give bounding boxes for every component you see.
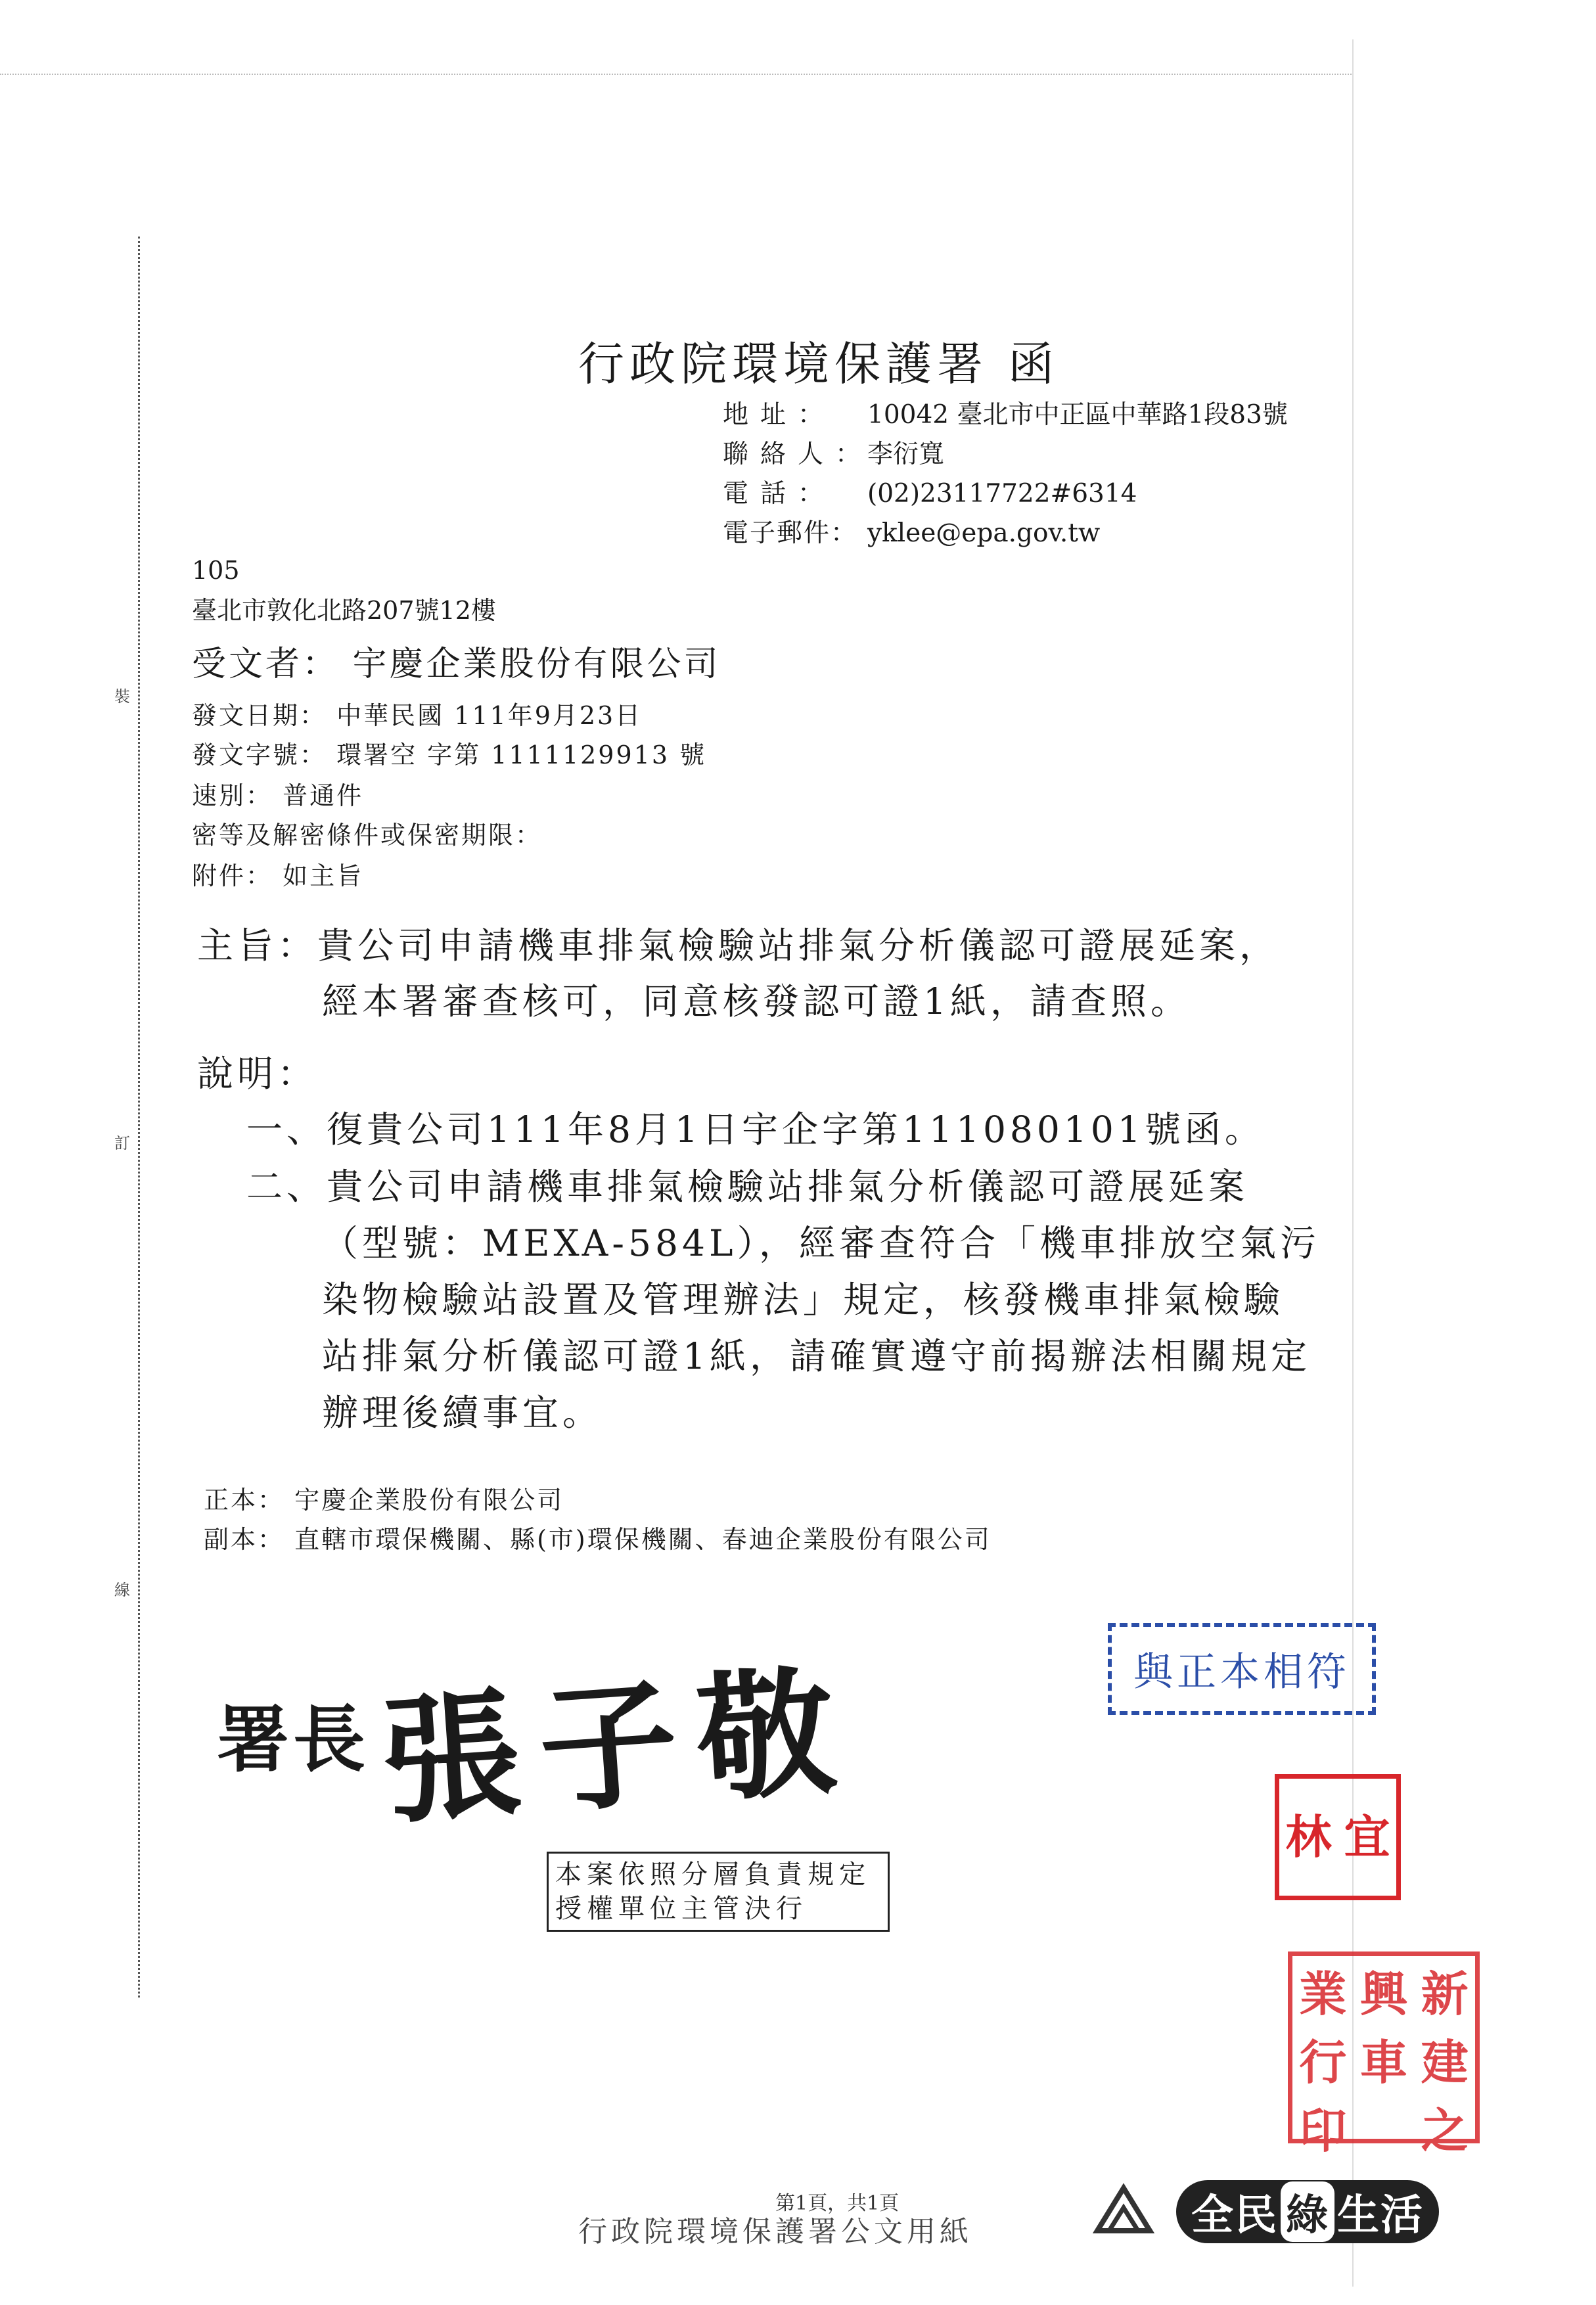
contact-person — [723, 434, 944, 470]
seal-large-char: 印 — [1299, 2103, 1347, 2158]
binding-line — [138, 237, 140, 1997]
contact-phone — [723, 473, 1137, 510]
binding-mark-zhuang: 裝 — [114, 687, 130, 706]
signature-title: 署長 — [217, 1697, 369, 1782]
explanation-heading: 說明： — [197, 1053, 318, 1095]
explanation-item-2-line-5: 辦理後續事宜。 — [322, 1392, 603, 1434]
postal-code: 105 — [192, 556, 240, 585]
seal-large-char: 新 — [1421, 1966, 1469, 2022]
issue-number: 發文字號： 環署空 字第 1111129913 號 — [192, 741, 707, 769]
red-seal-small — [1275, 1774, 1401, 1900]
mountain-logo-icon — [1091, 2175, 1156, 2241]
page-indicator: 第1頁，共1頁 — [775, 2192, 900, 2215]
paper-footer: 行政院環境保護署公文用紙 — [578, 2215, 972, 2248]
delivery-speed: 速別： 普通件 — [192, 781, 364, 810]
seal-small-char: 宜 — [1344, 1810, 1390, 1864]
recipient-name: 受文者： 宇慶企業股份有限公司 — [192, 645, 721, 684]
certified-copy-stamp: 與正本相符 — [1108, 1623, 1376, 1715]
seal-large-char: 興 — [1359, 1966, 1407, 2022]
binding-mark-xian: 線 — [114, 1581, 130, 1599]
explanation-item-2-line-1: 二、貴公司申請機車排氣檢驗站排氣分析儀認可證展延案 — [246, 1166, 1249, 1208]
authorization-line-2: 授權單位主管決行 — [555, 1894, 808, 1924]
brand-badge — [1176, 2180, 1439, 2243]
binding-mark-ding: 訂 — [114, 1134, 130, 1152]
contact-email — [723, 513, 1100, 549]
signature-name: 張子敬 — [376, 1649, 860, 1844]
attachment: 附件： 如主旨 — [192, 861, 364, 890]
secrecy-level: 密等及解密條件或保密期限： — [192, 821, 543, 850]
seal-large-char: 建 — [1421, 2034, 1469, 2090]
seal-large-char: 之 — [1421, 2103, 1469, 2158]
top-border-rule — [0, 74, 1354, 75]
explanation-item-1: 一、復貴公司111年8月1日宇企字第111080101號函。 — [246, 1108, 1265, 1151]
brand-text-2: 綠 — [1281, 2181, 1334, 2242]
seal-large-char: 行 — [1299, 2034, 1347, 2090]
document-title: 行政院環境保護署 函 — [578, 337, 1060, 391]
right-border-rule — [1352, 39, 1354, 2287]
issue-date: 發文日期： 中華民國 111年9月23日 — [192, 701, 643, 730]
contact-phone-value: (02)23117722#6314 — [867, 479, 1137, 509]
explanation-item-2-line-4: 站排氣分析儀認可證1紙，請確實遵守前揭辦法相關規定 — [322, 1335, 1311, 1377]
brand-text-1: 全民 — [1191, 2191, 1278, 2240]
authorization-box — [547, 1852, 890, 1932]
contact-person-value: 李衍寬 — [867, 440, 945, 469]
subject-line-2: 經本署審查核可，同意核發認可證1紙，請查照。 — [322, 980, 1191, 1022]
seal-large-char: 車 — [1359, 2034, 1407, 2090]
contact-address — [723, 394, 1288, 431]
red-seal-large — [1288, 1951, 1480, 2158]
contact-person-label: 聯絡人： — [723, 440, 873, 469]
brand-text-3: 生活 — [1337, 2191, 1424, 2240]
subject-line-1: 主旨：貴公司申請機車排氣檢驗站排氣分析儀認可證展延案， — [197, 924, 1280, 967]
authorization-line-1: 本案依照分層負責規定 — [555, 1860, 871, 1890]
seal-small-char: 林 — [1285, 1810, 1332, 1864]
seal-large-char: 業 — [1299, 1966, 1347, 2022]
recipient-address: 臺北市敦化北路207號12樓 — [192, 596, 496, 625]
explanation-item-2-line-3: 染物檢驗站設置及管理辦法」規定，核發機車排氣檢驗 — [322, 1279, 1285, 1321]
contact-email-value: yklee@epa.gov.tw — [867, 518, 1101, 548]
contact-address-value: 10042 臺北市中正區中華路1段83號 — [867, 400, 1288, 430]
contact-email-label: 電子郵件： — [723, 518, 858, 548]
explanation-item-2-line-2: （型號：MEXA-584L），經審查符合「機車排放空氣污 — [322, 1222, 1320, 1264]
contact-phone-label: 電話： — [723, 479, 836, 509]
distribution-original: 正本： 宇慶企業股份有限公司 — [204, 1486, 564, 1515]
contact-address-label: 地址： — [723, 400, 836, 430]
distribution-copies: 副本： 直轄市環保機關、縣(市)環保機關、春迪企業股份有限公司 — [204, 1525, 992, 1554]
